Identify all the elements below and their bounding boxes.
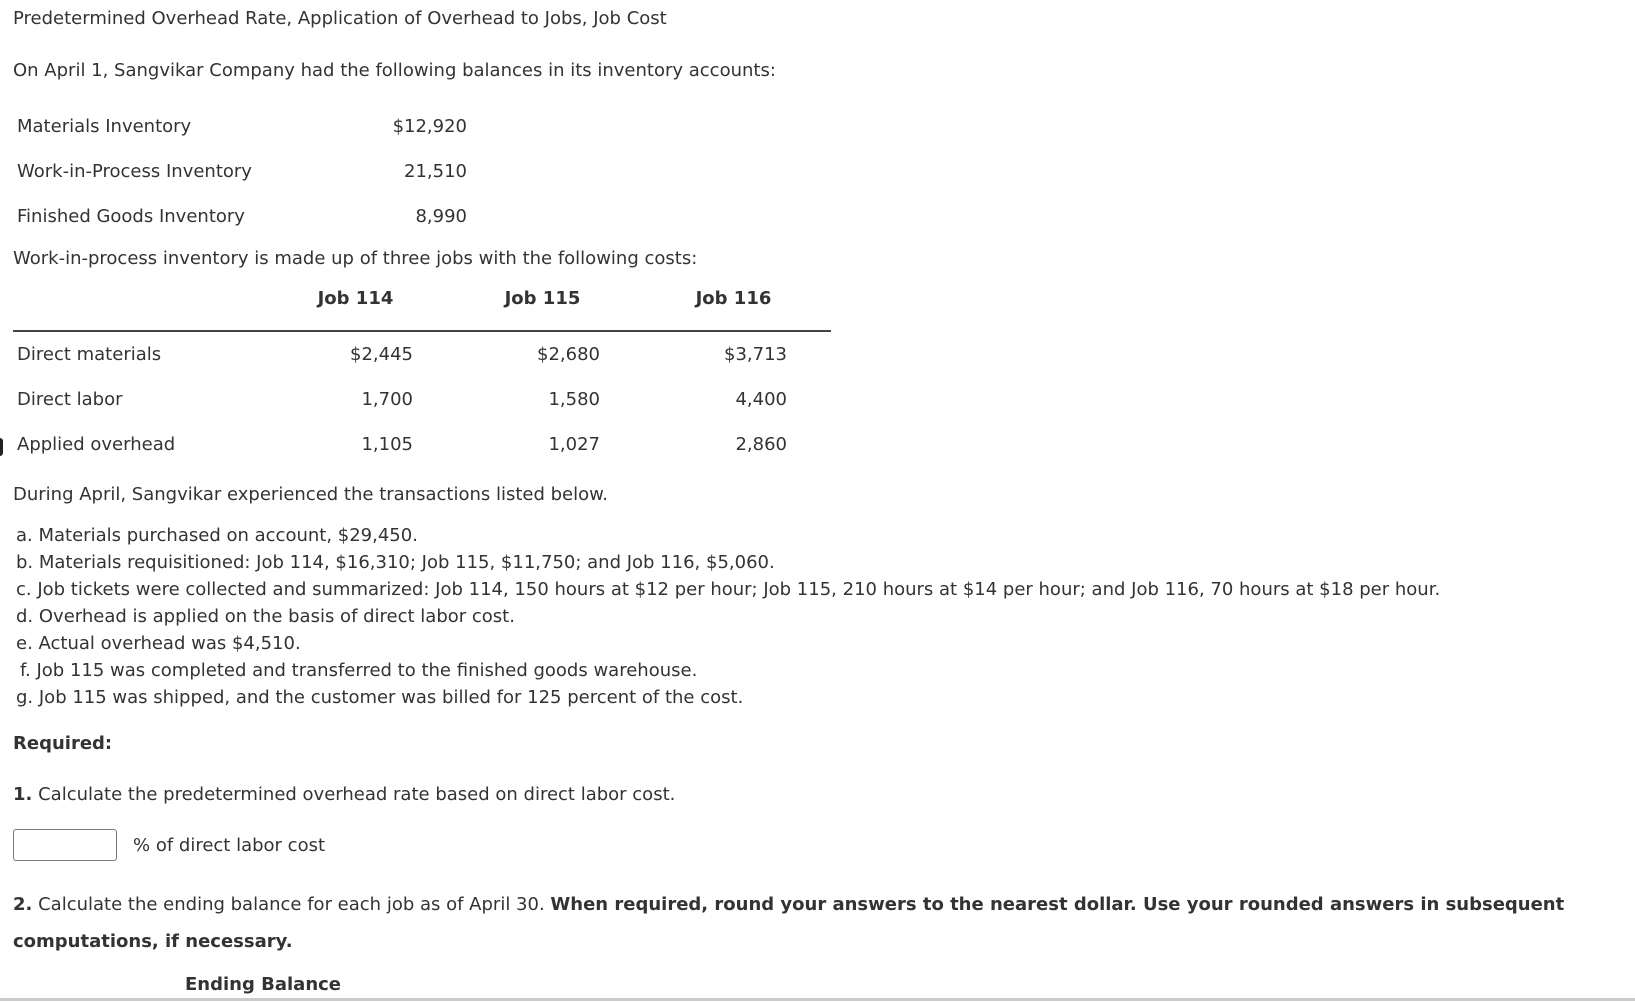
question-2 — [13, 886, 1603, 960]
problem-title: Predetermined Overhead Rate, Application of Overhead to Jobs, Job Cost — [13, 8, 667, 29]
unit-label: % of direct labor cost — [133, 834, 326, 856]
scroll-edge-marker — [0, 438, 3, 456]
wip-intro-text: Work-in-process inventory is made up of three jobs with the following costs: — [13, 248, 698, 269]
list-item: f. Job 115 was completed and transferred to the finished goods warehouse. — [20, 660, 698, 681]
table-row — [13, 194, 467, 239]
table-row — [13, 377, 831, 422]
cell-value: 1,580 — [548, 389, 600, 410]
table-row — [13, 331, 831, 377]
cell-value: 1,027 — [548, 434, 600, 455]
table-row — [13, 149, 467, 194]
row-label: Applied overhead — [17, 434, 176, 455]
cell-value: $2,445 — [350, 344, 413, 365]
cell-value: $2,680 — [537, 344, 600, 365]
list-item: e. Actual overhead was $4,510. — [16, 633, 301, 654]
balance-label: Finished Goods Inventory — [17, 206, 245, 227]
cell-value: $3,713 — [724, 344, 787, 365]
required-heading: Required: — [13, 733, 113, 754]
question-number: 2. — [13, 894, 33, 915]
question-1 — [13, 784, 675, 805]
intro-text: On April 1, Sangvikar Company had the following balances in its inventory accounts: — [13, 60, 776, 81]
list-item: b. Materials requisitioned: Job 114, $16,310; Job 115, $11,750; and Job 116, $5,060. — [16, 552, 775, 573]
table-row — [13, 422, 831, 467]
list-item: g. Job 115 was shipped, and the customer was billed for 125 percent of the cost. — [16, 687, 744, 708]
column-header-job-116: Job 116 — [636, 288, 831, 331]
balance-amount: 21,510 — [404, 161, 467, 182]
row-label: Direct labor — [17, 389, 123, 410]
balance-label: Materials Inventory — [17, 116, 192, 137]
overhead-rate-input[interactable] — [13, 829, 117, 861]
row-label: Direct materials — [17, 344, 162, 365]
balance-amount: $12,920 — [392, 116, 467, 137]
balance-amount: 8,990 — [415, 206, 467, 227]
inventory-balances-table — [13, 104, 467, 239]
answer-row-1 — [13, 829, 325, 861]
table-header-row — [13, 288, 831, 331]
transactions-intro: During April, Sangvikar experienced the transactions listed below. — [13, 484, 608, 505]
cell-value: 1,700 — [361, 389, 413, 410]
question-number: 1. — [13, 784, 33, 805]
job-costs-table — [13, 288, 831, 467]
cell-value: 4,400 — [735, 389, 787, 410]
question-text: Calculate the ending balance for each job as of April 30. — [38, 894, 545, 915]
question-text: Calculate the predetermined overhead rate based on direct labor cost. — [38, 784, 676, 805]
ending-balance-header: Ending Balance — [185, 974, 342, 995]
balance-label: Work-in-Process Inventory — [17, 161, 252, 182]
list-item: d. Overhead is applied on the basis of direct labor cost. — [16, 606, 515, 627]
question-instructions: When required, round your answers to the nearest dollar. Use your rounded answers in subsequent computations, if necessary. — [13, 894, 1565, 952]
list-item: a. Materials purchased on account, $29,450. — [16, 525, 418, 546]
transactions-list — [16, 522, 1440, 711]
bottom-divider — [0, 998, 1635, 1001]
column-header-job-114: Job 114 — [262, 288, 449, 331]
cell-value: 2,860 — [735, 434, 787, 455]
cell-value: 1,105 — [361, 434, 413, 455]
table-row — [13, 104, 467, 149]
list-item: c. Job tickets were collected and summarized: Job 114, 150 hours at $12 per hour; Job 115, 210 hours at $14 per hour; and Job 116, 70 hours at $18 per hour. — [16, 579, 1441, 600]
column-header-job-115: Job 115 — [449, 288, 636, 331]
column-header — [13, 288, 262, 331]
